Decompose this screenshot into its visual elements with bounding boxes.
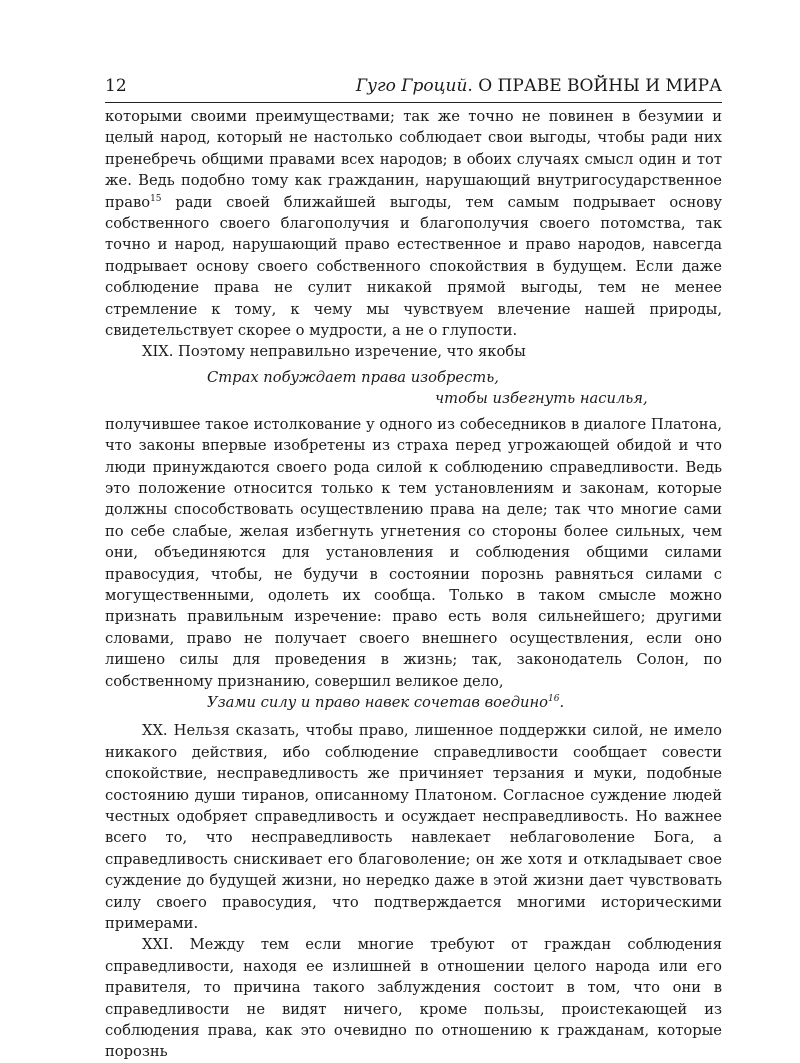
running-title (356, 76, 722, 96)
running-header (105, 74, 722, 103)
paragraph-xx: XX. Нельзя сказать, чтобы право, лишенное поддержки силой, не имело никакого действия, ибо соблюдение справедливости сообщает совести спокойствие, несправедливость же причиняет терзания и муки, подобные состоянию души тиранов, описанному Платоном. Согласное суждение людей честных одобряет справедливость и осуждает несправедливость. Но важнее всего то, что несправедливость навлекает неблаговоление Бога, а справедливость снискивает его благоволение; он же хотя и откладывает свое суждение до будущей жизни, но нередко даже в этой жизни дает чувствовать силу своего правосудия, что подтверждается многими историческими примерами. (105, 722, 722, 933)
verse-line-1: Страх побуждает права изобресть, (207, 368, 499, 386)
verse-line-2: чтобы избегнуть насилья, (435, 390, 648, 408)
verse-quote (105, 367, 722, 410)
paragraph-xix-continued: получившее такое истолкование у одного из собеседников в диалоге Платона, что законы впервые изобретены из страха перед угрожающей обидой и что люди принуждаются своего рода силой к соблюдению справедливости. Ведь это положение относится только к тем установлениям и законам, которые должны способствовать осуществлению права на деле; так что многие сами по себе слабые, желая избегнуть угнетения со стороны более сильных, чем они, объединяются для установления и соблюдения общими силами правосудия, чтобы, не будучи в состоянии порознь равняться силами с могущественными, одолеть их сообща. Только в таком смысле можно признать правильным изречение: право есть воля сильнейшего; другими словами, право не получает своего внешнего осуществления, если оно лишено силы для проведения в жизнь; так, законодатель Солон, по собственному признанию, совершил великое дело, (105, 415, 722, 690)
paragraph-xix: XIX. Поэтому неправильно изречение, что якобы (142, 343, 526, 361)
verse-text: Узами силу и право навек сочетав воедино (207, 693, 548, 711)
verse-quote-solon (105, 692, 722, 713)
book-title: О ПРАВЕ ВОЙНЫ И МИРА (478, 76, 722, 96)
author-name: Гуго Гроций (355, 76, 468, 96)
paragraph-xxi: XXI. Между тем если многие требуют от граждан соблюдения справедливости, находя ее излишней в отношении целого народа или его правителя, то причина такого заблуждения состоит в том, что они в справедливости не видят ничего, кроме пользы, проистекающей из соблюдения права, как это очевидно по отношению к гражданам, которые порознь (105, 936, 722, 1061)
page-number: 12 (105, 76, 127, 96)
title-separator: . (467, 76, 479, 96)
paragraph-continuation (105, 106, 722, 341)
page-body (105, 106, 722, 1063)
verse-tail: . (559, 693, 565, 711)
paragraph-text: которыми своими преимуществами; так же точно не повинен в безумии и целый народ, который не настолько соблюдает свои выгоды, чтобы ради них пренебречь общими правами всех народов; в обоих случаях смысл один и тот же. Ведь подобно тому как гражданин, нарушающий внутригосударственное право (105, 108, 722, 211)
footnote-ref-16: 16 (548, 694, 560, 705)
paragraph-text: ради своей ближайшей выгоды, тем самым подрывает основу собственного своего благополучия и благополучия своего потомства, так точно и народ, нарушающий право естественное и право народов, навсегда подрывает основу своего собственного спокойствия в будущем. Если даже соблюдение права не сулит никакой прямой выгоды, тем не менее стремление к тому, к чему мы чувствуем влечение нашей природы, свидетельствует скорее о мудрости, а не о глупости. (105, 193, 722, 340)
footnote-ref-15: 15 (150, 193, 162, 204)
